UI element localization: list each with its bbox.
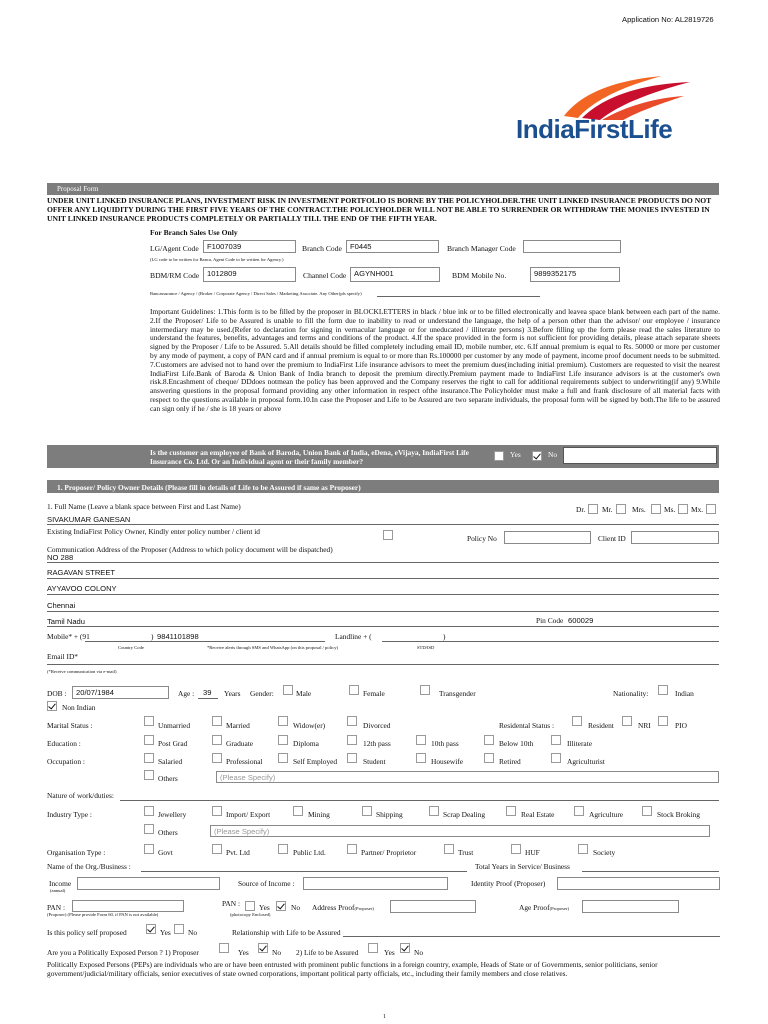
photocopy-note: (photocopy Enclosed) (230, 912, 271, 917)
address-city-rule (47, 611, 719, 612)
gender-male-label: Male (296, 689, 312, 698)
address-city[interactable]: Chennai (47, 601, 76, 610)
gender-transgender-checkbox[interactable] (420, 685, 430, 695)
relationship-label: Relationship with Life to be Assured (232, 928, 341, 937)
education-postgrad-label: Post Grad (158, 739, 188, 748)
pep-proposer-no-checkbox[interactable] (258, 943, 268, 953)
email-label: Email ID* (47, 652, 78, 661)
branch-manager-field[interactable] (523, 240, 621, 253)
occupation-salaried-label: Salaried (158, 757, 183, 766)
channel-note: Bancassurance / Agency / (Broker / Corporate Agency / Direct Sales / Marketing Associate. Any Other(pls specify) (150, 291, 362, 296)
age-label: Age : (178, 689, 195, 698)
org-public-label: Public Ltd. (293, 848, 326, 857)
full-name-line (47, 524, 719, 525)
occupation-housewife-label: Housewife (431, 757, 464, 766)
occupation-professional-label: Professional (226, 757, 263, 766)
bdm-code-field[interactable]: 1012809 (203, 267, 296, 282)
marital-widow-checkbox[interactable] (278, 716, 288, 726)
age-proof-field[interactable] (582, 900, 679, 913)
employee-no-label: No (548, 450, 558, 459)
industry-agriculture-label: Agriculture (589, 810, 624, 819)
pan-note: (Proposer) (Please provide Form 60, if PAN is not available) (47, 912, 159, 917)
important-guidelines: Important Guidelines: 1.This form is to be filled by the proposer in BLOCKLETTERS in black / blue ink or to be filled electronically and leavea space blank between each part of the name. 2.If the Proposer/ Life to be Assured is unable to fill the form due to inability to read or understand the language, the help of a person other than the advisor/ our employee / insurance intermediary may be used.(Refer to declaration for signing in vernacular language or for uneducated / illiterate persons) 3.Before filling up the form please read the sales literature to understand the features, benefits, advantages and terms and conditions of the product. 4.If the space provided in the form is not sufficient for providing details, please attach separate sheets signed by the Proposer / Life to be Assured. 5.All details should be filled completely including email ID, mobile number, etc. 6.If annual premium is equal to Rs. 50000 or more per customer by any mode of payment, a copy of PAN card and if annual premium is equal to or more than Rs.100000 per customer by any mode of payment, income proof document needs to be submitted. 7.Customers are advised not to hand over the premium to IndiaFirst Life insurance advisors to meet the premium dues(including initial premium). Customers are requested to visit the nearest IndiaFirst Life.Bank of Baroda & Union Bank of India branch to deposit the premium directly.Premium payment made to IndiaFirst Life insurance advisors is at the customer's own risk.8.Encashment of cheque/ DDdoes notmean the policy has been approved and the Company reserves the right to call for additional requirements subject to underwriting(if any) 9.While answering questions in the proposal formand providing any other information in respect ofthe insurance.The Policyholder must make a full and frank disclosure of all material facts with respect to the questions available in proposal form.10.In case the Proposer and Life to be Assured are two separate individuals, the proposal form will be signed by both.The life to be assured can sign only if he / she is 18 years or above (150, 307, 720, 413)
pan-no-checkbox[interactable] (276, 901, 286, 911)
self-no-label: No (188, 928, 198, 937)
org-huf-checkbox[interactable] (511, 844, 521, 854)
pep-life-no-checkbox[interactable] (400, 943, 410, 953)
nationality-indian-checkbox[interactable] (658, 685, 668, 695)
pan-no-label: No (291, 903, 301, 912)
title-dr-label: Dr. (576, 505, 586, 514)
address-proof-text: Address Proof (312, 903, 355, 912)
age-proof-label (519, 903, 569, 912)
branch-manager-label: Branch Manager Code (447, 244, 516, 253)
landline-line[interactable] (382, 641, 719, 642)
years-label: Years (224, 689, 241, 698)
source-income-label: Source of Income : (238, 879, 295, 888)
industry-import-export-checkbox[interactable] (212, 806, 222, 816)
title-dr-checkbox[interactable] (588, 504, 598, 514)
education-10th-checkbox[interactable] (416, 735, 426, 745)
occupation-label: Occupation : (47, 757, 85, 766)
lg-code-note: (LG code to be written for Banca, Agent Code to be written for Agency.) (150, 257, 284, 262)
education-postgrad-checkbox[interactable] (144, 735, 154, 745)
pep-life-yes-label: Yes (384, 948, 395, 957)
pep-definition: Politically Exposed Persons (PEPs) are individuals who are or have been entrusted with prominent public functions in a foreign country, example, Heads of State or of Governments, senior politicians, senior government/judicial/military officials, senior executives of state owned corporations, important political party officials, etc., including their family members and close relatives. (47, 960, 658, 978)
employee-yes-label: Yes (510, 450, 521, 459)
occupation-professional-checkbox[interactable] (212, 753, 222, 763)
industry-others-field[interactable]: (Please Specify) (210, 825, 710, 837)
education-10th-label: 10th pass (431, 739, 459, 748)
source-income-field[interactable] (303, 877, 448, 890)
age-proof-text: Age Proof (519, 903, 550, 912)
address-proof-note: (Proposer) (354, 906, 374, 911)
self-proposed-label: Is this policy self proposed (47, 928, 127, 937)
address-line-1-rule (47, 562, 719, 563)
occupation-others-label: Others (158, 774, 178, 783)
alerts-note: *Receive alerts through SMS and WhatsApp (on this proposal / policy) (207, 645, 339, 650)
age-value[interactable]: 39 (203, 688, 212, 697)
industry-others-checkbox[interactable] (144, 824, 154, 834)
pep-life-yes-checkbox[interactable] (368, 943, 378, 953)
pep-proposer-yes-label: Yes (238, 948, 249, 957)
section-1-bar (47, 480, 719, 493)
bdm-code-label: BDM/RM Code (150, 271, 200, 280)
industry-jewellery-checkbox[interactable] (144, 806, 154, 816)
marital-divorced-checkbox[interactable] (347, 716, 357, 726)
nationality-non-indian-checkbox[interactable] (47, 701, 57, 711)
age-proof-note: (Proposer) (549, 906, 569, 911)
age-line (198, 698, 218, 699)
education-12th-checkbox[interactable] (347, 735, 357, 745)
org-partner-label: Partner/ Proprietor (361, 848, 417, 857)
residential-resident-checkbox[interactable] (572, 716, 582, 726)
education-below10-checkbox[interactable] (484, 735, 494, 745)
org-govt-label: Govt (158, 848, 173, 857)
section-1-title: 1. Proposer/ Policy Owner Details (Please fill in details of Life to be Assured if same as Proposer) (57, 482, 361, 492)
title-mrs-checkbox[interactable] (651, 504, 661, 514)
occupation-others-field[interactable]: (Please Specify) (216, 771, 719, 783)
marital-label: Marital Status : (47, 721, 93, 730)
industry-real-estate-label: Real Estate (521, 810, 555, 819)
industry-mining-checkbox[interactable] (293, 806, 303, 816)
landline-close-paren: ) (443, 632, 446, 641)
page-number: 1 (383, 1014, 386, 1020)
industry-shipping-label: Shipping (376, 810, 403, 819)
application-number: Application No: AL2819726 (622, 15, 714, 24)
mobile-line (85, 641, 325, 642)
relationship-line[interactable] (343, 936, 720, 937)
policy-no-field[interactable] (504, 531, 591, 544)
industry-scrap-checkbox[interactable] (429, 806, 439, 816)
income-field[interactable] (77, 877, 220, 890)
industry-jewellery-label: Jewellery (158, 810, 187, 819)
marital-divorced-label: Divorced (363, 721, 391, 730)
address-label: Communication Address of the Proposer (Address to which policy document will be dispatched) (47, 545, 333, 554)
org-trust-checkbox[interactable] (444, 844, 454, 854)
org-pvt-checkbox[interactable] (212, 844, 222, 854)
mobile-close-paren: ) (151, 632, 154, 641)
policy-no-label: Policy No (467, 534, 497, 543)
email-line[interactable] (47, 664, 719, 665)
employee-question-bar (47, 445, 719, 468)
gender-male-checkbox[interactable] (283, 685, 293, 695)
residential-nri-checkbox[interactable] (622, 716, 632, 726)
address-line-3-rule (47, 594, 719, 595)
country-code-note: Country Code (118, 645, 144, 650)
address-line-1[interactable]: NO 288 (47, 553, 74, 562)
occupation-housewife-checkbox[interactable] (416, 753, 426, 763)
residential-pio-label: PIO (675, 721, 687, 730)
employee-detail-field[interactable] (563, 447, 717, 464)
title-mx-label: Mx. (691, 505, 704, 514)
education-below10-label: Below 10th (499, 739, 534, 748)
occupation-others-checkbox[interactable] (144, 770, 154, 780)
marital-married-checkbox[interactable] (212, 716, 222, 726)
full-name-label: 1. Full Name (Leave a blank space between First and Last Name) (47, 502, 241, 511)
lg-code-label: LG/Agent Code (150, 244, 199, 253)
employee-yes-checkbox[interactable] (494, 451, 504, 461)
proposal-form-title: Proposal Form (57, 185, 99, 193)
channel-code-field[interactable]: AGYNH001 (350, 267, 440, 282)
org-pvt-label: Pvt. Ltd (226, 848, 250, 857)
residential-label: Residental Status : (499, 721, 555, 730)
full-name-value[interactable]: SIVAKUMAR GANESAN (47, 515, 131, 524)
title-mx-checkbox[interactable] (706, 504, 716, 514)
occupation-self-employed-checkbox[interactable] (278, 753, 288, 763)
education-12th-label: 12th pass (363, 739, 391, 748)
education-graduate-checkbox[interactable] (212, 735, 222, 745)
landline-label: Landline + ( (335, 632, 372, 641)
occupation-student-checkbox[interactable] (347, 753, 357, 763)
brand-logo (512, 70, 712, 150)
marital-unmarried-label: Unmarried (158, 721, 191, 730)
org-society-checkbox[interactable] (578, 844, 588, 854)
channel-other-line[interactable] (377, 296, 540, 297)
residential-resident-label: Resident (588, 721, 614, 730)
dob-field[interactable]: 20/07/1984 (72, 686, 169, 699)
pep-question: Are you a Politically Exposed Person ? 1) Proposer (47, 948, 199, 957)
occupation-self-employed-label: Self Employed (293, 757, 338, 766)
marital-married-label: Married (226, 721, 250, 730)
email-note: (*Receive communication via e-mail) (47, 669, 117, 674)
logo-swoosh-icon (512, 70, 712, 120)
address-line-2-rule (47, 578, 719, 579)
industry-scrap-label: Scrap Dealing (443, 810, 486, 819)
address-proof-field[interactable] (390, 900, 476, 913)
residential-nri-label: NRI (638, 721, 651, 730)
branch-code-field[interactable]: F0445 (346, 240, 439, 253)
title-mrs-label: Mrs. (632, 505, 646, 514)
existing-policy-label: Existing IndiaFirst Policy Owner, Kindly enter policy number / client id (47, 527, 260, 536)
occupation-student-label: Student (363, 757, 386, 766)
pan-yes-checkbox[interactable] (245, 901, 255, 911)
industry-real-estate-checkbox[interactable] (506, 806, 516, 816)
occupation-salaried-checkbox[interactable] (144, 753, 154, 763)
marital-unmarried-checkbox[interactable] (144, 716, 154, 726)
pan-yes-label: Yes (259, 903, 270, 912)
industry-others-label: Others (158, 828, 178, 837)
pep-proposer-no-label: No (272, 948, 282, 957)
self-no-checkbox[interactable] (174, 924, 184, 934)
address-proof-label (312, 903, 374, 912)
education-diploma-checkbox[interactable] (278, 735, 288, 745)
education-illiterate-label: Illiterate (567, 739, 593, 748)
industry-agriculture-checkbox[interactable] (574, 806, 584, 816)
gender-label: Gender: (250, 689, 274, 698)
bdm-mobile-field[interactable]: 9899352175 (530, 267, 620, 282)
existing-policy-checkbox[interactable] (383, 530, 393, 540)
brand-name: IndiaFirstLife (516, 114, 673, 144)
nationality-non-indian-label: Non Indian (62, 703, 96, 712)
education-illiterate-checkbox[interactable] (551, 735, 561, 745)
pan-question-label: PAN : (222, 899, 241, 908)
branch-code-label: Branch Code (302, 244, 342, 253)
education-diploma-label: Diploma (293, 739, 319, 748)
education-graduate-label: Graduate (226, 739, 254, 748)
gender-transgender-label: Transgender (439, 689, 476, 698)
industry-import-export-label: Import/ Export (226, 810, 271, 819)
proposal-form-bar (47, 183, 719, 195)
nationality-indian-label: Indian (675, 689, 694, 698)
std-note: STD/ISD (417, 645, 435, 650)
gender-female-checkbox[interactable] (349, 685, 359, 695)
mobile-value[interactable]: 9841101898 (157, 632, 199, 641)
nationality-label: Nationality: (613, 689, 649, 698)
self-yes-label: Yes (160, 928, 171, 937)
org-name-line[interactable] (141, 871, 467, 872)
marital-widow-label: Widow(er) (293, 721, 326, 730)
industry-shipping-checkbox[interactable] (362, 806, 372, 816)
pep-life-assured-label: 2) Life to be Assured (296, 948, 359, 957)
industry-label: Industry Type : (47, 810, 92, 819)
education-label: Education : (47, 739, 81, 748)
occupation-agriculturist-label: Agriculturist (567, 757, 605, 766)
pep-life-no-label: No (414, 948, 424, 957)
occupation-agriculturist-checkbox[interactable] (551, 753, 561, 763)
org-govt-checkbox[interactable] (144, 844, 154, 854)
org-huf-label: HUF (525, 848, 540, 857)
residential-pio-checkbox[interactable] (658, 716, 668, 726)
address-state[interactable]: Tamil Nadu (47, 617, 85, 626)
identity-proof-label: Identity Proof (Proposer) (471, 879, 546, 888)
address-line-3[interactable]: AYYAVOO COLONY (47, 584, 117, 593)
title-mr-checkbox[interactable] (616, 504, 626, 514)
mobile-label: Mobile* + (91 (47, 632, 90, 641)
employee-no-checkbox[interactable] (532, 451, 542, 461)
dob-label: DOB : (47, 689, 67, 698)
industry-mining-label: Mining (308, 810, 330, 819)
pep-proposer-yes-checkbox[interactable] (219, 943, 229, 953)
title-ms-checkbox[interactable] (678, 504, 688, 514)
org-type-label: Organisation Type : (47, 848, 106, 857)
income-label: Income (49, 879, 72, 888)
nature-of-work-line[interactable] (120, 800, 719, 801)
pin-code-label: Pin Code (536, 616, 564, 625)
pan-label: PAN : (47, 903, 66, 912)
occupation-retired-label: Retired (499, 757, 521, 766)
pan-field[interactable] (72, 900, 184, 912)
org-society-label: Society (593, 848, 616, 857)
title-mr-label: Mr. (602, 505, 613, 514)
pin-code-value[interactable]: 600029 (568, 616, 594, 625)
title-options (560, 504, 730, 516)
org-public-checkbox[interactable] (278, 844, 288, 854)
warning-text: UNDER UNIT LINKED INSURANCE PLANS, INVESTMENT RISK IN INVESTMENT PORTFOLIO IS BORNE BY THE POLICYHOLDER.THE UNIT LINKED INSURANCE PRODUCTS DO NOT OFFER ANY LIQUIDITY DURING THE FIRST FIVE YEARS OF THE CONTRACT.THE POLICYHOLDER WILL NOT BE ABLE TO SURRENDER OR WITHDRAW THE MONIES INVESTED IN UNIT LINKED INSURANCE PRODUCTS COMPLETELY OR PARTIALLY TILL THE END OF THE FIFTH YEAR. (47, 196, 712, 223)
industry-stock-broking-label: Stock Broking (657, 810, 700, 819)
gender-female-label: Female (363, 689, 385, 698)
org-trust-label: Trust (458, 848, 474, 857)
title-ms-label: Ms. (664, 505, 676, 514)
self-yes-checkbox[interactable] (146, 924, 156, 934)
total-years-line[interactable] (582, 871, 719, 872)
occupation-retired-checkbox[interactable] (484, 753, 494, 763)
client-id-label: Client ID (598, 534, 626, 543)
income-note: (annual) (50, 888, 66, 893)
industry-stock-broking-checkbox[interactable] (642, 806, 652, 816)
nature-of-work-label: Nature of work/duties: (47, 791, 114, 800)
bdm-mobile-label: BDM Mobile No. (452, 271, 507, 280)
client-id-field[interactable] (631, 531, 719, 544)
branch-title: For Branch Sales Use Only (150, 228, 238, 237)
address-line-2[interactable]: RAGAVAN STREET (47, 568, 116, 577)
total-years-label: Total Years in Service/ Business (475, 862, 570, 871)
channel-code-label: Channel Code (303, 271, 347, 280)
org-name-label: Name of the Org./Business : (47, 862, 131, 871)
org-partner-checkbox[interactable] (347, 844, 357, 854)
employee-question: Is the customer an employee of Bank of Baroda, Union Bank of India, eDena, eVijaya, IndiaFirst Life Insurance Co. Ltd. Or an Individual agent or their family member? (150, 448, 469, 466)
lg-code-field[interactable]: F1007039 (203, 240, 296, 253)
address-state-rule (47, 626, 719, 627)
identity-proof-field[interactable] (557, 877, 720, 890)
